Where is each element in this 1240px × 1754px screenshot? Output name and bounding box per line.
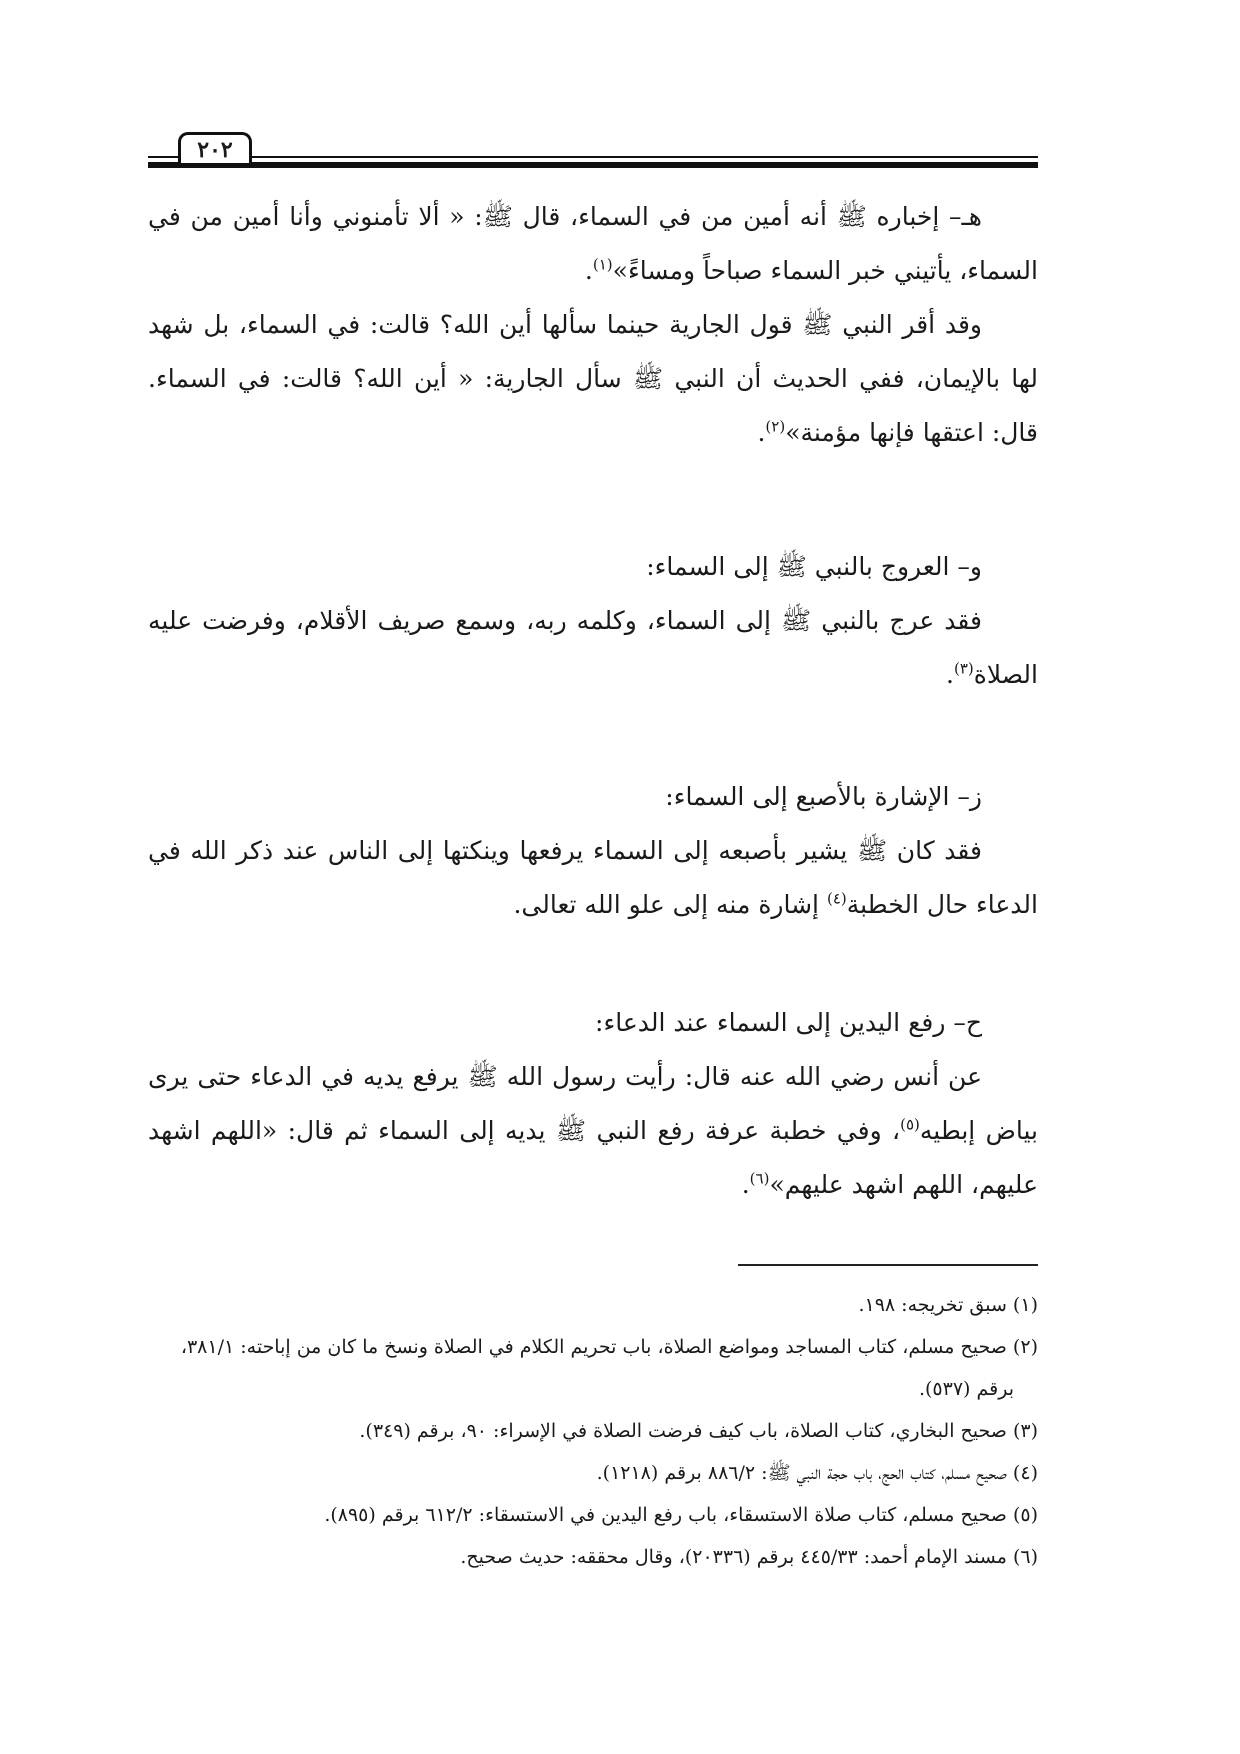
footnote-ref[interactable]: (٥) [900,1115,920,1134]
page-number: ٢٠٢ [178,132,252,163]
footnote-separator [738,1264,1038,1266]
paragraph: فقد عرج بالنبي ﷺ إلى السماء، وكلمه ربه، وسمع صريف الأقلام، وفرضت عليه الصلاة$^{(٣)}$. [148,606,1038,689]
footnote-item: (٥) صحيح مسلم، كتاب صلاة الاستسقاء، باب رفع اليدين في الاستسقاء: ٦١٢/٢ برقم (٨٩٥). [324,1504,1038,1526]
section-finger-pointing [148,770,1038,932]
section-heavens-trust [148,190,1038,460]
footnote-item: (١) سبق تخريجه: ١٩٨. [858,1294,1038,1316]
paragraph: عن أنس رضي الله عنه قال: رأيت رسول الله ﷺ يرفع يديه في الدعاء حتى يرى بياض إبطيه$^{(٥)}$، وفي خطبة عرفة رفع النبي ﷺ يديه إلى السماء ثم قال: «اللهم اشهد عليهم، اللهم اشهد عليهم»$^{(٦)}$. [148,1062,1038,1199]
paragraph: وقد أقر النبي ﷺ قول الجارية حينما سألها أين الله؟ قالت: في السماء، بل شهد لها بالإيمان، ففي الحديث أن النبي ﷺ سأل الجارية: « أين الله؟ قالت: في السماء. قال: اعتقها فإنها مؤمنة»$^{(٢)}$. [148,310,1038,447]
paragraph: هـ– إخباره ﷺ أنه أمين من في السماء، قال ﷺ: « ألا تأمنوني وأنا أمين من في السماء، يأتيني خبر السماء صباحاً ومساءً»$^{(١)}$. [148,202,1038,285]
footnote-ref[interactable]: (٢) [765,417,786,436]
footnotes [148,1284,1038,1578]
section-heading: و– العروج بالنبي ﷺ إلى السماء: [646,552,982,581]
footnote-ref[interactable]: (٦) [749,1169,770,1188]
footnote-item: (٣) صحيح البخاري، كتاب الصلاة، باب كيف فرضت الصلاة في الإسراء: ٩٠، برقم (٣٤٩). [359,1420,1038,1442]
footnote-ref[interactable]: (٤) [826,889,847,908]
footnote-ref[interactable]: (٣) [953,659,974,678]
section-heading: ح– رفع اليدين إلى السماء عند الدعاء: [595,1008,982,1037]
footnote-item-continued: برقم (٥٣٧). [918,1378,1014,1400]
section-raising-hands [148,996,1038,1212]
section-ascension [148,540,1038,702]
paragraph: فقد كان ﷺ يشير بأصبعه إلى السماء يرفعها وينكتها إلى الناس عند ذكر الله في الدعاء حال الخطبة$^{(٤)}$ إشارة منه إلى علو الله تعالى. [148,836,1038,919]
header-rule-thick [148,162,1038,168]
section-heading: ز– الإشارة بالأصبع إلى السماء: [665,782,982,811]
footnote-item: (٤) صحيح مسلم، كتاب الحج، باب حجة النبي ﷺ: ٨٨٦/٢ برقم (١٢١٨). [596,1462,1038,1484]
footnote-ref[interactable]: (١) [592,255,613,274]
page-header [148,132,1038,172]
header-rule-thin [148,156,1038,158]
footnote-item: (٢) صحيح مسلم، كتاب المساجد ومواضع الصلاة، باب تحريم الكلام في الصلاة ونسخ ما كان من إباحته: ٣٨١/١، [180,1336,1038,1358]
footnote-item: (٦) مسند الإمام أحمد: ٤٤٥/٣٣ برقم (٢٠٣٣٦)، وقال محققه: حديث صحيح. [460,1546,1038,1568]
